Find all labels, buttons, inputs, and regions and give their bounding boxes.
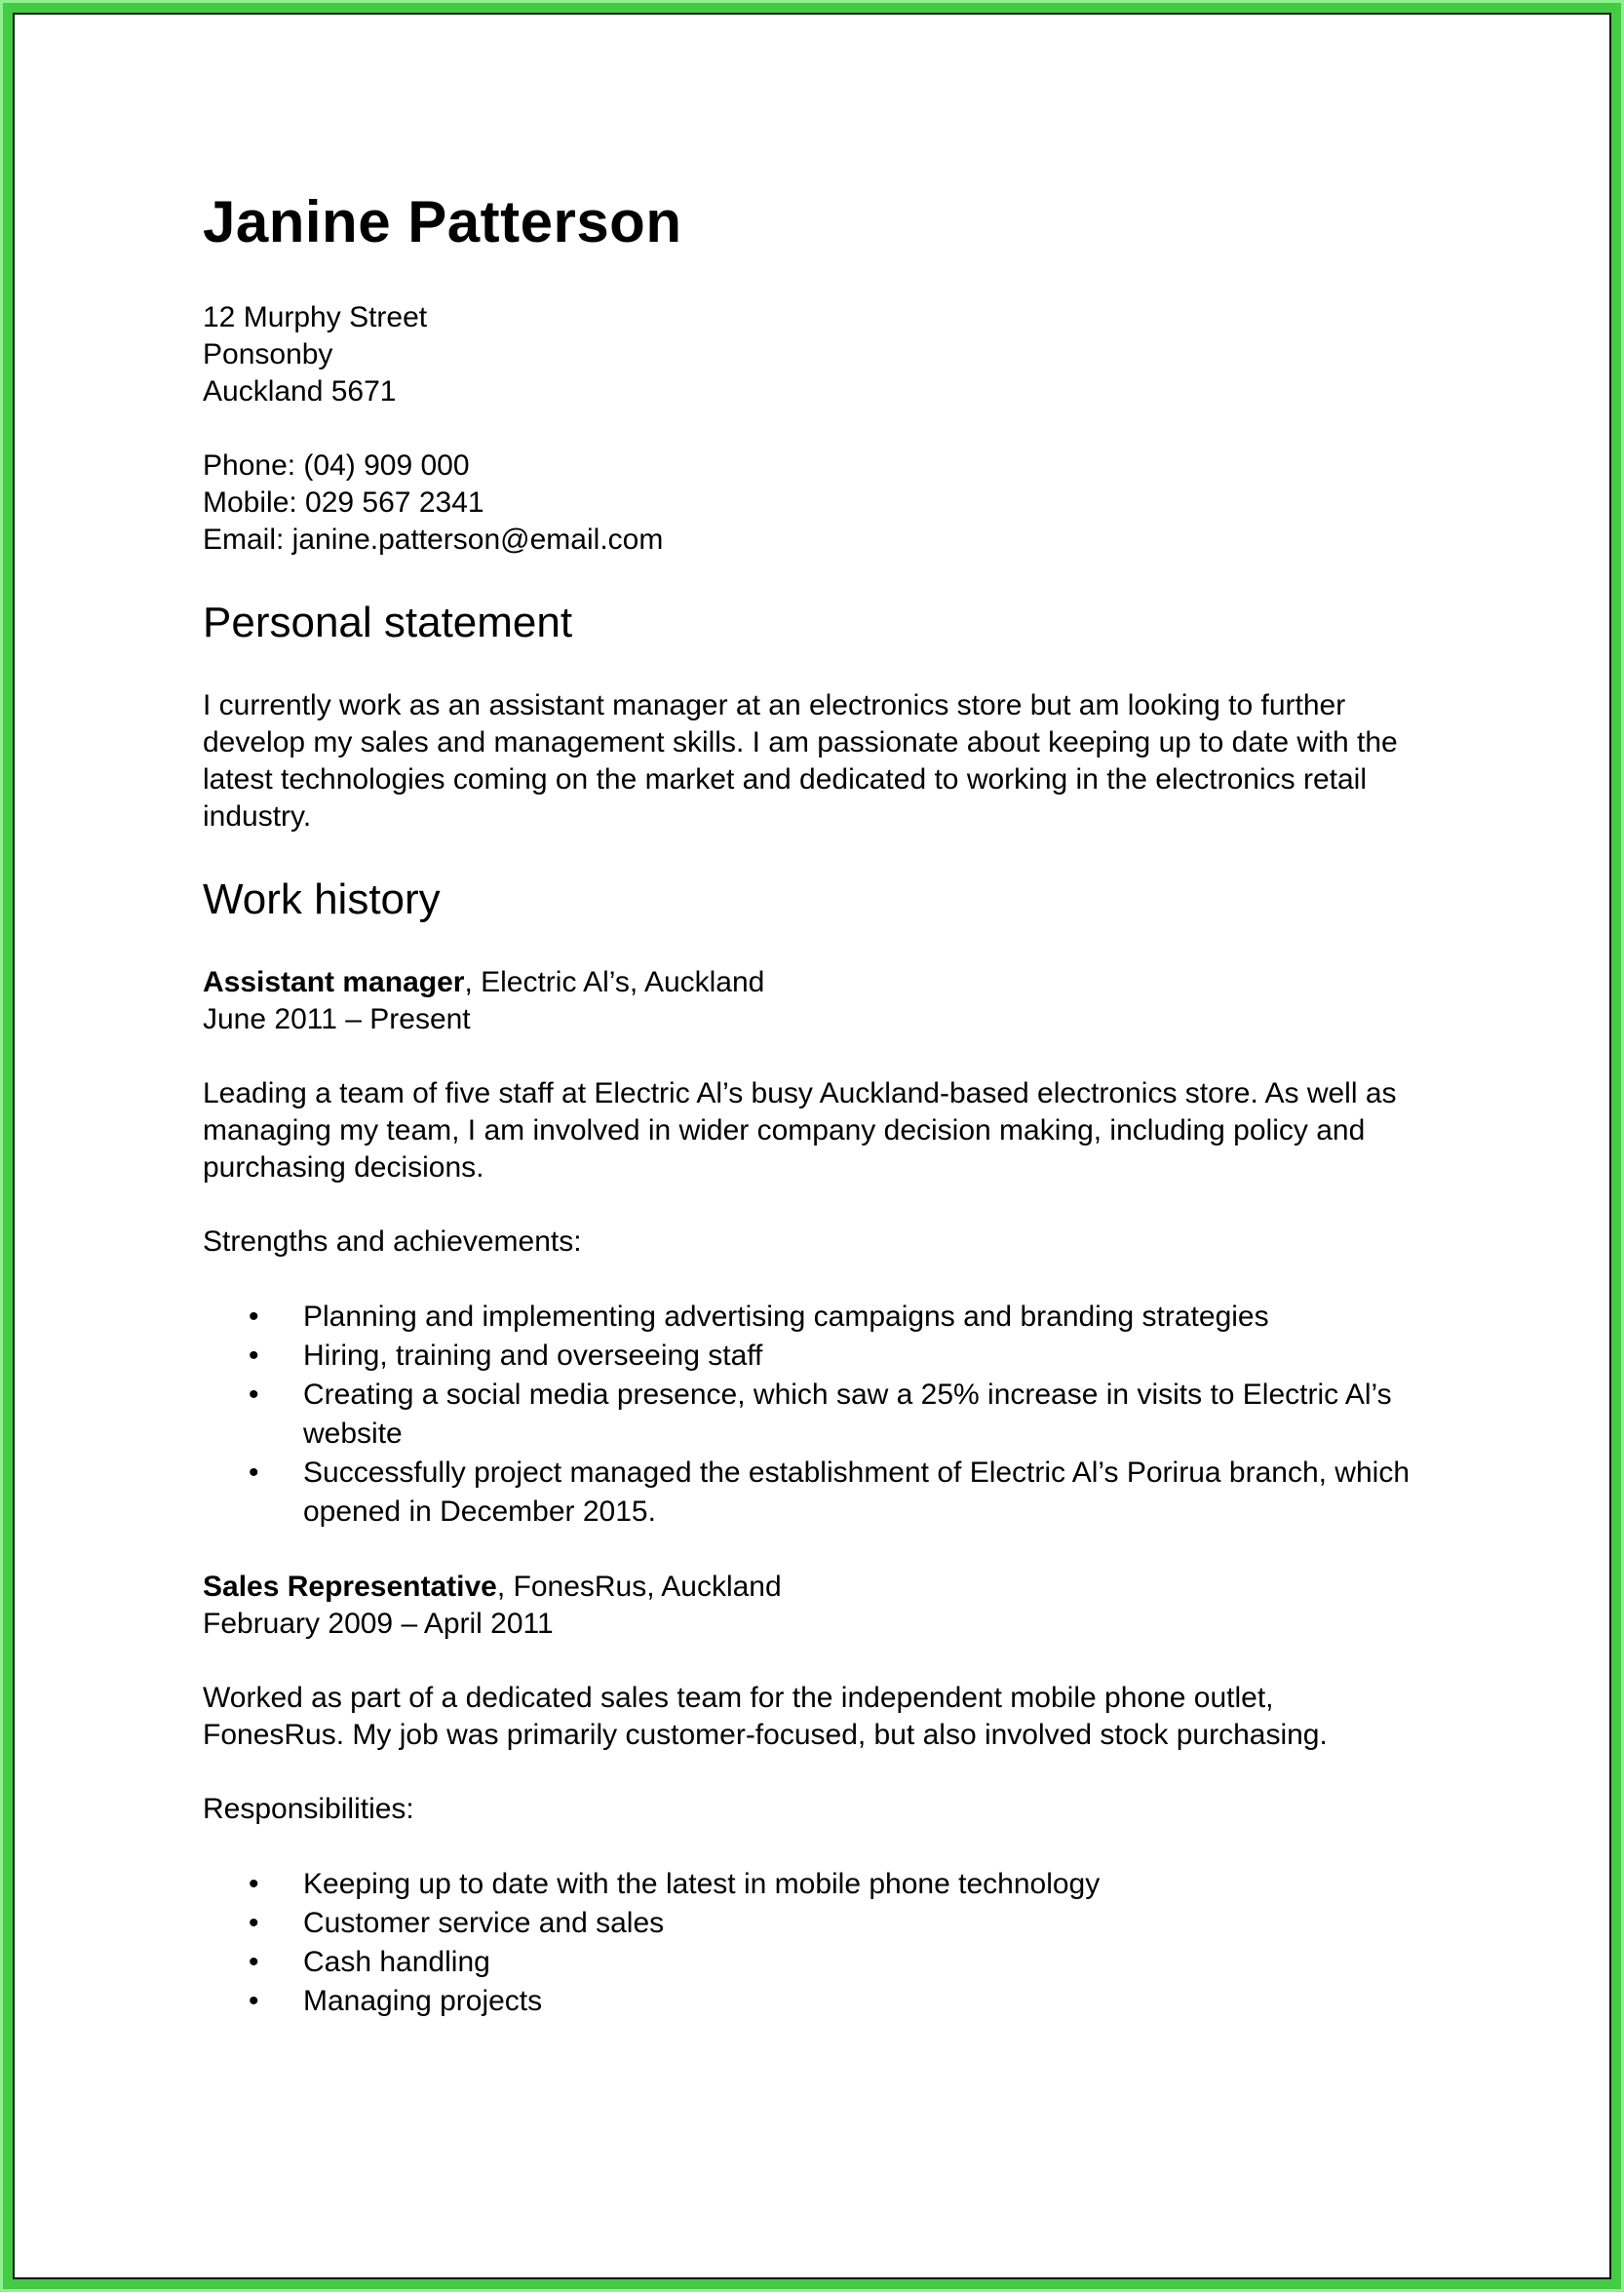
job-bullet-list: [203, 1865, 1419, 2021]
job-title: Assistant manager: [203, 966, 465, 998]
resume-name-title: Janine Patterson: [203, 189, 682, 254]
job-header-assistant-manager: [203, 964, 1419, 1038]
job-bullet-list: [203, 1298, 1419, 1532]
personal-statement-body: I currently work as an assistant manager at an electronics store but am looking to further develop my sales and management skills. I am passionate about keeping up to date with the latest technologies coming on the market and dedicated to working in the electronics retail industry.: [203, 689, 1398, 833]
job-dates: February 2009 – April 2011: [203, 1608, 554, 1640]
job-list-label: Responsibilities:: [203, 1793, 414, 1825]
job-list-label: Strengths and achievements:: [203, 1225, 582, 1258]
contact-block: [203, 447, 1419, 559]
job-header-sales-representative: [203, 1569, 1419, 1643]
job-title: Sales Representative: [203, 1571, 497, 1603]
job-title-suffix: , Electric Al’s, Auckland: [464, 966, 765, 998]
personal-statement-heading: Personal statement: [203, 599, 573, 646]
list-item: • Managing projects: [303, 1982, 1419, 2021]
list-item: • Cash handling: [303, 1943, 1419, 1982]
list-item: • Hiring, training and overseeing staff: [303, 1337, 1419, 1376]
address-line-suburb: Ponsonby: [203, 338, 333, 370]
list-item: • Planning and implementing advertising campaigns and branding strategies: [303, 1298, 1419, 1337]
job-description: Worked as part of a dedicated sales team for the independent mobile phone outlet, FonesRus. My job was primarily customer-focused, but also involved stock purchasing.: [203, 1682, 1328, 1751]
job-dates: June 2011 – Present: [203, 1003, 471, 1035]
job-title-line: [203, 1569, 1419, 1606]
list-item: • Keeping up to date with the latest in mobile phone technology: [303, 1865, 1419, 1904]
list-item: • Customer service and sales: [303, 1904, 1419, 1943]
list-item: • Successfully project managed the establishment of Electric Al’s Porirua branch, which opened in December 2015.: [303, 1454, 1419, 1532]
contact-line-phone: Phone: (04) 909 000: [203, 449, 470, 482]
contact-line-mobile: Mobile: 029 567 2341: [203, 486, 484, 519]
green-border-mid: [3, 3, 1621, 2289]
job-title-line: [203, 964, 1419, 1001]
job-description: Leading a team of five staff at Electric Al’s busy Auckland-based electronics store. As well as managing my team, I am involved in wider company decision making, including policy and purchasing decisions.: [203, 1077, 1397, 1184]
list-item: • Creating a social media presence, which saw a 25% increase in visits to Electric Al’s website: [303, 1376, 1419, 1454]
address-line-city: Auckland 5671: [203, 375, 397, 408]
work-history-heading: Work history: [203, 875, 441, 923]
address-block: [203, 299, 1419, 410]
contact-line-email: Email: janine.patterson@email.com: [203, 524, 664, 556]
resume-document: [15, 15, 1609, 2277]
address-line-street: 12 Murphy Street: [203, 301, 428, 333]
dark-border-inner: [13, 13, 1611, 2279]
job-title-suffix: , FonesRus, Auckland: [496, 1571, 782, 1603]
